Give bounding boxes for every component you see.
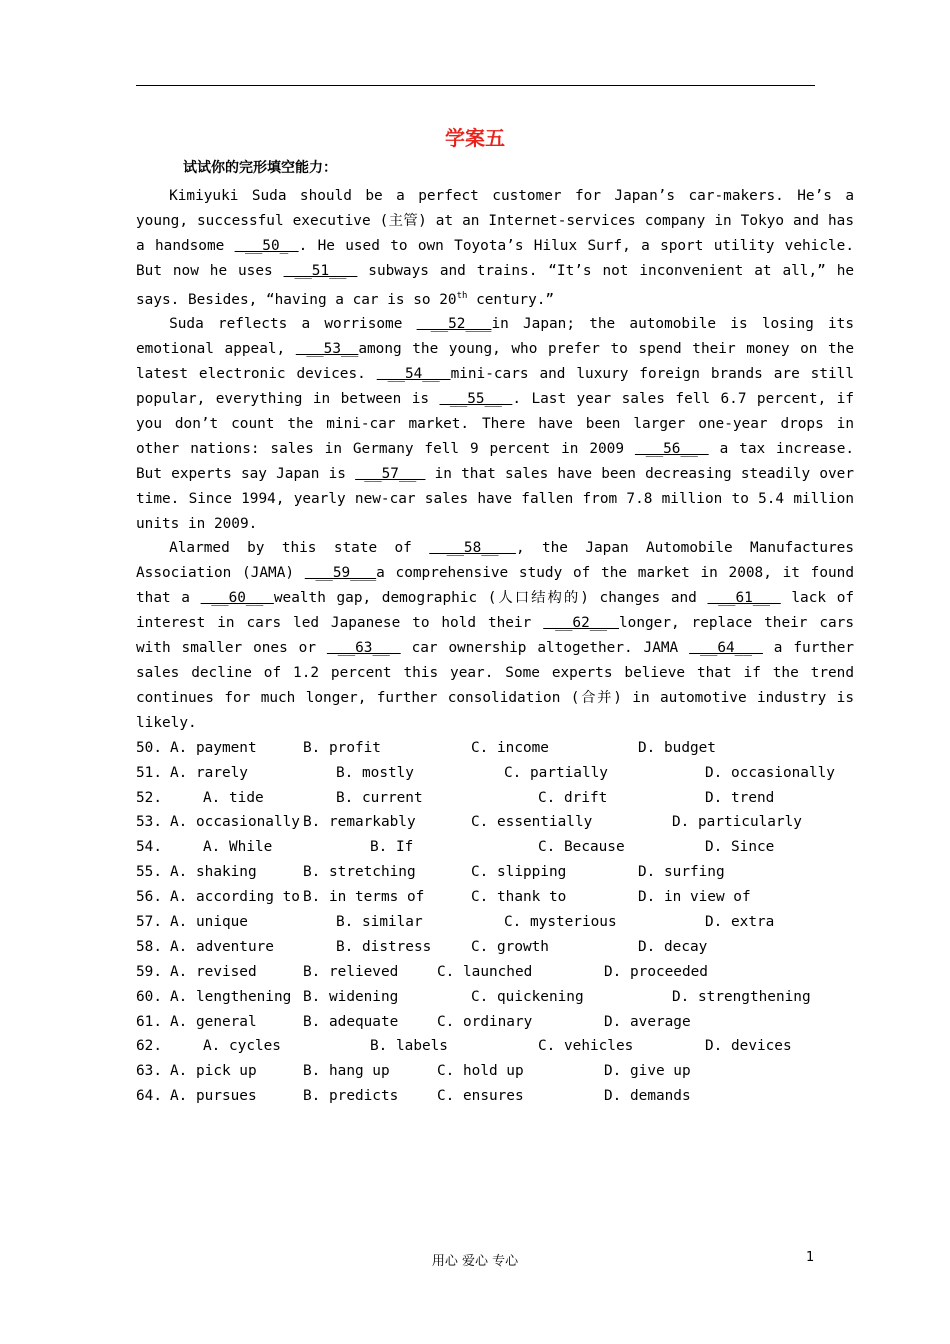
question-number: 57.	[136, 913, 162, 930]
option-d[interactable]: D. occasionally	[705, 764, 835, 781]
question-number: 63.	[136, 1063, 162, 1080]
question-number: 52.	[136, 789, 162, 806]
option-b[interactable]: B. hang up	[303, 1063, 390, 1080]
passage-text: a further sales decline of 1.2 percent this year. Some experts believe that if the trend continues for much longer, further consolidation (合并) in automotive industry is likely.	[136, 640, 855, 731]
answer-blank: __55__	[439, 391, 513, 408]
question-row	[136, 835, 854, 860]
option-c[interactable]: C. thank to	[471, 889, 567, 906]
option-c[interactable]: C. slipping	[471, 864, 567, 881]
option-b[interactable]: B. labels	[370, 1038, 448, 1055]
answer-blank: __63__	[326, 640, 401, 657]
question-row	[136, 736, 854, 761]
superscript: th	[456, 290, 468, 301]
answer-blank: __62__	[543, 615, 619, 632]
option-a[interactable]: A. rarely	[170, 764, 248, 781]
option-a[interactable]: A. occasionally	[170, 814, 300, 831]
option-b[interactable]: B. widening	[303, 988, 399, 1005]
question-list	[136, 736, 854, 1109]
answer-blank: __50_	[234, 237, 299, 254]
passage-text: Suda reflects a worrisome	[169, 316, 417, 333]
option-b[interactable]: B. profit	[303, 739, 381, 756]
option-b[interactable]: B. in terms of	[303, 889, 425, 906]
passage-text: in that sales have been decreasing steadily over time. Since 1994, yearly new-car sales have fallen from 7.8 million to 5.4 million units in 2009.	[136, 465, 855, 532]
answer-blank: __56__	[634, 440, 709, 457]
question-number: 51.	[136, 764, 162, 781]
option-a[interactable]: A. tide	[203, 789, 264, 806]
question-row	[136, 1059, 854, 1084]
option-c[interactable]: C. partially	[504, 764, 608, 781]
passage-paragraph	[136, 312, 854, 536]
option-d[interactable]: D. particularly	[672, 814, 802, 831]
option-d[interactable]: D. strengthening	[672, 988, 811, 1005]
option-c[interactable]: C. mysterious	[504, 913, 617, 930]
answer-blank: __64__	[689, 640, 763, 657]
option-b[interactable]: B. adequate	[303, 1013, 399, 1030]
option-a[interactable]: A. pick up	[170, 1063, 257, 1080]
answer-blank: __54__	[376, 366, 451, 383]
option-b[interactable]: B. similar	[336, 913, 423, 930]
answer-blank: __57__	[355, 465, 426, 482]
option-a[interactable]: A. shaking	[170, 864, 257, 881]
option-c[interactable]: C. hold up	[437, 1063, 524, 1080]
question-number: 55.	[136, 864, 162, 881]
option-a[interactable]: A. general	[170, 1013, 257, 1030]
option-b[interactable]: B. distress	[336, 938, 432, 955]
option-b[interactable]: B. predicts	[303, 1088, 399, 1105]
question-row	[136, 810, 854, 835]
option-d[interactable]: D. average	[604, 1013, 691, 1030]
answer-blank: __58__	[429, 540, 516, 557]
question-number: 56.	[136, 889, 162, 906]
question-row	[136, 1034, 854, 1059]
option-d[interactable]: D. extra	[705, 913, 775, 930]
option-d[interactable]: D. Since	[705, 839, 775, 856]
passage-text: in Japan; the automobile is losing its emotional appeal,	[136, 316, 855, 358]
header-rule	[136, 85, 815, 86]
passage-text: wealth gap, demographic (人口结构的) changes and	[273, 590, 708, 607]
option-c[interactable]: C. launched	[437, 963, 533, 980]
passage-text: century.”	[467, 291, 555, 308]
passage-text: a tax increase. But experts say Japan is	[136, 440, 855, 482]
passage-text: among the young, who prefer to spend their money on the latest electronic devices.	[136, 341, 854, 383]
answer-blank: __52___	[416, 316, 492, 333]
question-number: 54.	[136, 839, 162, 856]
question-row	[136, 1010, 854, 1035]
option-b[interactable]: B. stretching	[303, 864, 416, 881]
passage-text: lack of interest in cars led Japanese to hold their	[136, 590, 855, 632]
option-b[interactable]: B. remarkably	[303, 814, 416, 831]
answer-blank: __59___	[304, 565, 377, 582]
option-a[interactable]: A. lengthening	[170, 988, 292, 1005]
option-c[interactable]: C. drift	[538, 789, 608, 806]
answer-blank: __53__	[295, 341, 359, 358]
option-a[interactable]: A. cycles	[203, 1038, 281, 1055]
page-title: 学案五	[445, 126, 505, 150]
option-a[interactable]: A. adventure	[170, 938, 274, 955]
question-row	[136, 935, 854, 960]
answer-blank: __51__	[283, 262, 358, 279]
passage-text: subways and trains. “It’s not inconvenient at all,” he says. Besides, “having a car is so 20	[136, 262, 855, 308]
question-number: 61.	[136, 1013, 162, 1030]
passage-text: . He used to own Toyota’s Hilux Surf, a sport utility vehicle. But now he uses	[136, 237, 854, 279]
passage-paragraph	[136, 536, 854, 735]
question-number: 62.	[136, 1038, 162, 1055]
option-c[interactable]: C. essentially	[471, 814, 593, 831]
option-a[interactable]: A. unique	[170, 913, 248, 930]
option-b[interactable]: B. mostly	[336, 764, 414, 781]
option-c[interactable]: C. ordinary	[437, 1013, 533, 1030]
answer-blank: __60__	[200, 590, 274, 607]
question-row	[136, 960, 854, 985]
option-a[interactable]: A. pursues	[170, 1088, 257, 1105]
question-row	[136, 761, 854, 786]
option-b[interactable]: B. If	[370, 839, 414, 856]
option-a[interactable]: A. payment	[170, 739, 257, 756]
option-c[interactable]: C. growth	[471, 938, 549, 955]
passage-text: , the Japan Automobile Manufactures Association (JAMA)	[136, 540, 854, 582]
option-b[interactable]: B. relieved	[303, 963, 399, 980]
option-d[interactable]: D. surfing	[638, 864, 725, 881]
option-b[interactable]: B. current	[336, 789, 423, 806]
option-a[interactable]: A. according to	[170, 889, 300, 906]
page-number: 1	[806, 1250, 815, 1265]
option-c[interactable]: C. ensures	[437, 1088, 524, 1105]
option-d[interactable]: D. trend	[705, 789, 775, 806]
question-row	[136, 786, 854, 811]
page-footer: 用心 爱心 专心	[431, 1254, 519, 1269]
option-d[interactable]: D. budget	[638, 739, 716, 756]
option-d[interactable]: D. demands	[604, 1088, 691, 1105]
passage-text: longer, replace their cars with smaller ones or	[136, 615, 855, 657]
option-c[interactable]: C. Because	[538, 839, 625, 856]
passage-text: Kimiyuki Suda should be a perfect customer for Japan’s car-makers. He’s a young, successful executive (主管) at an Internet-services company in Tokyo and has a handsome	[136, 188, 854, 254]
question-number: 64.	[136, 1088, 162, 1105]
option-d[interactable]: D. devices	[705, 1038, 792, 1055]
option-c[interactable]: C. income	[471, 739, 549, 756]
option-d[interactable]: D. decay	[638, 938, 708, 955]
option-d[interactable]: D. give up	[604, 1063, 691, 1080]
document-body	[136, 184, 854, 1109]
section-subtitle: 试试你的完形填空能力：	[183, 160, 337, 176]
question-number: 50.	[136, 739, 162, 756]
option-a[interactable]: A. While	[203, 839, 273, 856]
option-c[interactable]: C. quickening	[471, 988, 584, 1005]
question-row	[136, 985, 854, 1010]
option-d[interactable]: D. in view of	[638, 889, 751, 906]
question-row	[136, 860, 854, 885]
question-row	[136, 1084, 854, 1109]
option-a[interactable]: A. revised	[170, 963, 257, 980]
cloze-passage	[136, 184, 854, 736]
option-c[interactable]: C. vehicles	[538, 1038, 634, 1055]
answer-blank: __61__	[707, 590, 781, 607]
passage-text: car ownership altogether. JAMA	[400, 640, 690, 657]
passage-text: . Last year sales fell 6.7 percent, if you don’t count the mini-car market. There have been larger one-year drops in other nations: sales in Germany fell 9 percent in 2009	[136, 391, 855, 457]
question-row	[136, 910, 854, 935]
option-d[interactable]: D. proceeded	[604, 963, 708, 980]
question-number: 59.	[136, 963, 162, 980]
question-row	[136, 885, 854, 910]
passage-text: Alarmed by this state of	[169, 540, 430, 557]
question-number: 58.	[136, 938, 162, 955]
passage-text: mini-cars and luxury foreign brands are still popular, everything in between is	[136, 366, 854, 408]
question-number: 53.	[136, 814, 162, 831]
passage-text: a comprehensive study of the market in 2008, it found that a	[136, 565, 854, 607]
question-number: 60.	[136, 988, 162, 1005]
passage-paragraph	[136, 184, 854, 312]
